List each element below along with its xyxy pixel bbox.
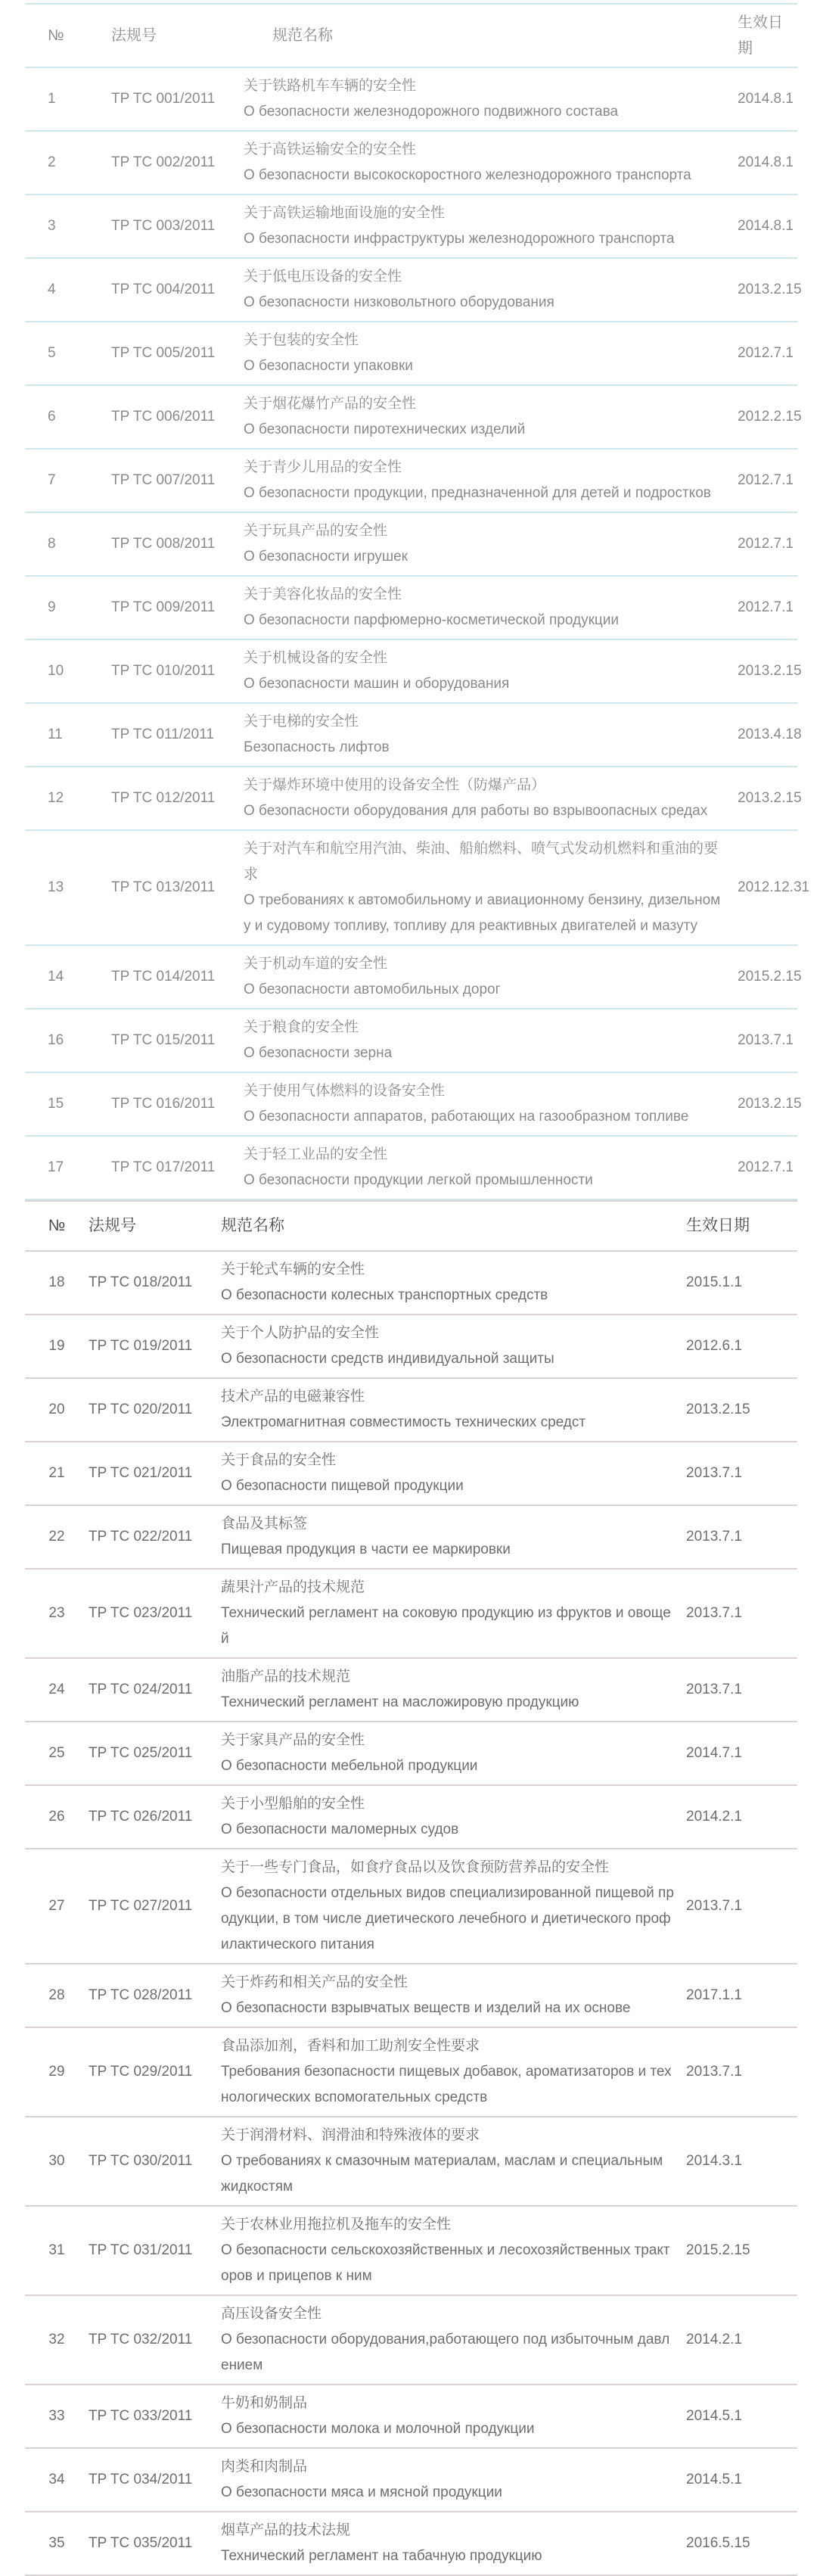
row-number: 5 bbox=[48, 345, 56, 361]
row-number: 28 bbox=[48, 1987, 65, 2003]
row-number: 8 bbox=[48, 536, 56, 552]
regulation-code: TP TC 001/2011 bbox=[111, 91, 216, 107]
table-row bbox=[25, 322, 797, 385]
regulation-code: TP TC 006/2011 bbox=[111, 409, 216, 425]
effective-date: 2014.5.1 bbox=[686, 2408, 742, 2424]
regulation-name bbox=[221, 1569, 686, 1658]
header-code: 法规号 bbox=[111, 27, 157, 44]
table-row bbox=[25, 1009, 797, 1072]
row-number: 19 bbox=[48, 1338, 65, 1354]
regulation-name bbox=[244, 449, 738, 512]
row-number: 17 bbox=[48, 1159, 64, 1175]
regulations-table-2 bbox=[25, 1200, 797, 2576]
effective-date: 2013.7.1 bbox=[738, 1032, 794, 1048]
effective-date: 2013.2.15 bbox=[738, 790, 802, 806]
regulation-code: TP TC 012/2011 bbox=[111, 790, 216, 806]
effective-date: 2014.5.1 bbox=[686, 2472, 742, 2487]
regulation-code: TP TC 013/2011 bbox=[111, 879, 216, 895]
table-row bbox=[25, 639, 797, 703]
regulation-code: TP TC 025/2011 bbox=[89, 1745, 193, 1761]
name-russian: О безопасности низковольтного оборудования bbox=[244, 294, 555, 310]
header-number: № bbox=[48, 27, 64, 44]
row-number: 10 bbox=[48, 663, 64, 679]
row-number: 15 bbox=[48, 1096, 64, 1112]
effective-date: 2012.7.1 bbox=[738, 345, 794, 361]
name-russian: О требованиях к смазочным материалам, маслам и специальным жидкостям bbox=[221, 2153, 663, 2195]
table-row bbox=[25, 945, 797, 1009]
row-number: 7 bbox=[48, 472, 56, 488]
table-row bbox=[25, 1136, 797, 1199]
row-number: 6 bbox=[48, 409, 56, 425]
table-row bbox=[25, 767, 797, 830]
name-russian: О безопасности аппаратов, работающих на газообразном топливе bbox=[244, 1109, 689, 1125]
regulation-name bbox=[244, 258, 738, 322]
effective-date: 2012.2.15 bbox=[738, 409, 802, 425]
name-chinese: 关于铁路机车车辆的安全性 bbox=[244, 78, 417, 94]
name-russian: Пищевая продукция в части ее маркировки bbox=[221, 1542, 511, 1557]
table-row bbox=[25, 703, 797, 767]
row-number: 26 bbox=[48, 1809, 65, 1825]
regulation-name bbox=[221, 1722, 686, 1785]
name-russian: О безопасности высокоскоростного железнодорожного транспорта bbox=[244, 167, 691, 183]
table-row bbox=[25, 512, 797, 576]
name-chinese: 关于个人防护品的安全性 bbox=[221, 1325, 380, 1341]
effective-date: 2012.12.31 bbox=[738, 879, 810, 895]
regulation-name bbox=[221, 2512, 686, 2575]
table-body bbox=[25, 1251, 797, 2575]
table-header-row bbox=[25, 1201, 797, 1251]
table-row bbox=[25, 1849, 797, 1964]
name-russian: О безопасности оборудования для работы во взрывоопасных средах bbox=[244, 803, 708, 819]
row-number: 1 bbox=[48, 91, 56, 107]
regulation-name bbox=[244, 1009, 738, 1072]
regulation-code: TP TC 007/2011 bbox=[111, 472, 216, 488]
name-chinese: 关于润滑材料、润滑油和特殊液体的要求 bbox=[221, 2127, 480, 2143]
table-row bbox=[25, 1314, 797, 1378]
table-row bbox=[25, 385, 797, 449]
row-number: 25 bbox=[48, 1745, 65, 1761]
row-number: 30 bbox=[48, 2153, 65, 2169]
effective-date: 2013.2.15 bbox=[738, 663, 802, 679]
regulation-name bbox=[244, 703, 738, 767]
name-russian: О безопасности маломерных судов bbox=[221, 1822, 459, 1837]
regulation-code: TP TC 023/2011 bbox=[89, 1605, 193, 1621]
name-russian: О безопасности сельскохозяйственных и лесохозяйственных тракторов и прицепов к ним bbox=[221, 2242, 670, 2284]
effective-date: 2013.7.1 bbox=[686, 1682, 742, 1697]
effective-date: 2012.7.1 bbox=[738, 599, 794, 615]
regulation-name bbox=[244, 576, 738, 639]
regulation-code: TP TC 017/2011 bbox=[111, 1159, 216, 1175]
row-number: 23 bbox=[48, 1605, 65, 1621]
table-row bbox=[25, 576, 797, 639]
table-row bbox=[25, 1505, 797, 1569]
name-russian: О безопасности парфюмерно-косметической продукции bbox=[244, 612, 619, 628]
table-row bbox=[25, 1251, 797, 1314]
regulation-code: TP TC 018/2011 bbox=[89, 1274, 193, 1290]
header-name: 规范名称 bbox=[272, 27, 333, 44]
name-chinese: 关于低电压设备的安全性 bbox=[244, 269, 402, 285]
regulation-name bbox=[244, 767, 738, 830]
table-row bbox=[25, 1964, 797, 2027]
name-chinese: 关于炸药和相关产品的安全性 bbox=[221, 1974, 408, 1990]
regulation-name bbox=[244, 385, 738, 449]
regulation-name bbox=[221, 1314, 686, 1378]
regulation-code: TP TC 002/2011 bbox=[111, 154, 216, 170]
row-number: 21 bbox=[48, 1465, 65, 1481]
effective-date: 2013.7.1 bbox=[686, 1898, 742, 1914]
row-number: 35 bbox=[48, 2535, 65, 2551]
regulation-name bbox=[244, 830, 738, 945]
row-number: 18 bbox=[48, 1274, 65, 1290]
name-chinese: 关于机动车道的安全性 bbox=[244, 956, 388, 972]
regulation-code: TP TC 019/2011 bbox=[89, 1338, 193, 1354]
regulation-name bbox=[244, 1072, 738, 1136]
effective-date: 2012.7.1 bbox=[738, 536, 794, 552]
table-row bbox=[25, 830, 797, 945]
effective-date: 2013.7.1 bbox=[686, 1529, 742, 1545]
name-russian: О безопасности колесных транспортных средств bbox=[221, 1287, 548, 1303]
regulation-name bbox=[221, 1785, 686, 1849]
regulation-name bbox=[221, 1378, 686, 1442]
table-row bbox=[25, 2206, 797, 2295]
effective-date: 2014.8.1 bbox=[738, 218, 794, 234]
table-row bbox=[25, 2027, 797, 2117]
effective-date: 2014.8.1 bbox=[738, 91, 794, 107]
name-chinese: 蔬果汁产品的技术规范 bbox=[221, 1579, 365, 1595]
name-russian: О безопасности мебельной продукции bbox=[221, 1758, 478, 1774]
name-chinese: 关于农林业用拖拉机及拖车的安全性 bbox=[221, 2217, 452, 2232]
regulation-name bbox=[244, 131, 738, 194]
name-chinese: 关于玩具产品的安全性 bbox=[244, 523, 388, 539]
name-chinese: 技术产品的电磁兼容性 bbox=[221, 1389, 365, 1405]
regulation-name bbox=[244, 945, 738, 1009]
header-number: № bbox=[48, 1217, 66, 1234]
name-chinese: 食品及其标签 bbox=[221, 1516, 308, 1532]
regulation-name bbox=[221, 1505, 686, 1569]
table-header-row bbox=[25, 4, 797, 67]
name-russian: О безопасности пищевой продукции bbox=[221, 1478, 464, 1494]
effective-date: 2012.7.1 bbox=[738, 472, 794, 488]
effective-date: 2014.3.1 bbox=[686, 2153, 742, 2169]
regulation-code: TP TC 014/2011 bbox=[111, 969, 216, 985]
name-russian: О безопасности автомобильных дорог bbox=[244, 982, 501, 997]
table-row bbox=[25, 258, 797, 322]
regulation-code: TP TC 008/2011 bbox=[111, 536, 216, 552]
name-russian: Требования безопасности пищевых добавок, ароматизаторов и технологических вспомогательных средств bbox=[221, 2064, 672, 2105]
name-russian: О требованиях к автомобильному и авиационному бензину, дизельному и судовому топливу, топливу для реактивных двигателей и мазуту bbox=[244, 892, 721, 934]
regulation-name bbox=[221, 2206, 686, 2295]
table-body bbox=[25, 67, 810, 1199]
effective-date: 2017.1.1 bbox=[686, 1987, 742, 2003]
effective-date: 2014.8.1 bbox=[738, 154, 794, 170]
name-russian: О безопасности зерна bbox=[244, 1045, 393, 1061]
row-number: 11 bbox=[48, 726, 63, 742]
table-row bbox=[25, 194, 797, 258]
regulation-code: TP TC 009/2011 bbox=[111, 599, 216, 615]
name-chinese: 关于高铁运输安全的安全性 bbox=[244, 142, 417, 157]
row-number: 34 bbox=[48, 2472, 65, 2487]
name-russian: Безопасность лифтов bbox=[244, 739, 390, 755]
regulation-code: TP TC 031/2011 bbox=[89, 2242, 193, 2258]
name-chinese: 关于青少儿用品的安全性 bbox=[244, 459, 402, 475]
table-row bbox=[25, 2385, 797, 2448]
row-number: 2 bbox=[48, 154, 56, 170]
name-russian: О безопасности средств индивидуальной защиты bbox=[221, 1351, 555, 1367]
regulation-code: TP TC 034/2011 bbox=[89, 2472, 193, 2487]
name-chinese: 关于小型船舶的安全性 bbox=[221, 1796, 365, 1812]
regulation-name bbox=[221, 1251, 686, 1314]
header-code: 法规号 bbox=[89, 1217, 136, 1234]
name-russian: О безопасности инфраструктуры железнодорожного транспорта bbox=[244, 231, 675, 247]
table-row bbox=[25, 2117, 797, 2206]
name-chinese: 关于轻工业品的安全性 bbox=[244, 1146, 388, 1162]
regulation-name bbox=[244, 639, 738, 703]
name-chinese: 关于使用气体燃料的设备安全性 bbox=[244, 1083, 446, 1099]
row-number: 4 bbox=[48, 282, 56, 297]
header-date: 生效日期 bbox=[738, 14, 783, 57]
row-number: 33 bbox=[48, 2408, 65, 2424]
table-row bbox=[25, 1658, 797, 1722]
regulation-code: TP TC 033/2011 bbox=[89, 2408, 193, 2424]
regulation-name bbox=[221, 2117, 686, 2206]
name-russian: О безопасности продукции легкой промышленности bbox=[244, 1172, 593, 1188]
table-row bbox=[25, 2295, 797, 2385]
name-russian: О безопасности пиротехнических изделий bbox=[244, 422, 526, 437]
effective-date: 2015.2.15 bbox=[686, 2242, 750, 2258]
table-row bbox=[25, 1785, 797, 1849]
regulation-code: TP TC 032/2011 bbox=[89, 2332, 193, 2347]
row-number: 16 bbox=[48, 1032, 64, 1048]
effective-date: 2013.7.1 bbox=[686, 2064, 742, 2080]
effective-date: 2013.2.15 bbox=[686, 1402, 750, 1417]
name-chinese: 关于爆炸环境中使用的设备安全性（防爆产品） bbox=[244, 777, 546, 793]
regulation-name bbox=[244, 512, 738, 576]
name-chinese: 关于包装的安全性 bbox=[244, 332, 359, 348]
regulation-name bbox=[221, 2027, 686, 2117]
regulation-name bbox=[221, 2448, 686, 2512]
row-number: 13 bbox=[48, 879, 64, 895]
regulation-code: TP TC 010/2011 bbox=[111, 663, 216, 679]
row-number: 14 bbox=[48, 969, 64, 985]
name-chinese: 高压设备安全性 bbox=[221, 2306, 322, 2322]
name-russian: Электромагнитная совместимость технических средст bbox=[221, 1414, 586, 1430]
table-row bbox=[25, 67, 797, 131]
name-chinese: 关于一些专门食品，如食疗食品以及饮食预防营养品的安全性 bbox=[221, 1859, 610, 1875]
name-russian: Технический регламент на табачную продукцию bbox=[221, 2548, 542, 2564]
regulation-code: TP TC 016/2011 bbox=[111, 1096, 216, 1112]
effective-date: 2013.7.1 bbox=[686, 1465, 742, 1481]
name-chinese: 关于烟花爆竹产品的安全性 bbox=[244, 396, 417, 412]
effective-date: 2014.2.1 bbox=[686, 1809, 742, 1825]
name-russian: Технический регламент на масложировую продукцию bbox=[221, 1694, 579, 1710]
effective-date: 2012.6.1 bbox=[686, 1338, 742, 1354]
name-russian: О безопасности оборудования,работающего под избыточным давлением bbox=[221, 2332, 670, 2373]
name-chinese: 油脂产品的技术规范 bbox=[221, 1669, 351, 1685]
regulation-code: TP TC 026/2011 bbox=[89, 1809, 193, 1825]
table-row bbox=[25, 1722, 797, 1785]
regulation-name bbox=[221, 2385, 686, 2448]
regulation-code: TP TC 020/2011 bbox=[89, 1402, 193, 1417]
regulation-name bbox=[244, 1136, 738, 1199]
name-russian: О безопасности продукции, предназначенной для детей и подростков bbox=[244, 485, 711, 501]
table-row bbox=[25, 449, 797, 512]
regulation-code: TP TC 029/2011 bbox=[89, 2064, 193, 2080]
table-row bbox=[25, 131, 797, 194]
name-chinese: 牛奶和奶制品 bbox=[221, 2395, 308, 2411]
regulation-name bbox=[244, 67, 738, 131]
name-chinese: 关于食品的安全性 bbox=[221, 1452, 337, 1468]
regulation-code: TP TC 022/2011 bbox=[89, 1529, 193, 1545]
regulation-code: TP TC 021/2011 bbox=[89, 1465, 193, 1481]
regulation-code: TP TC 027/2011 bbox=[89, 1898, 193, 1914]
effective-date: 2015.2.15 bbox=[738, 969, 802, 985]
table-row bbox=[25, 1442, 797, 1505]
name-russian: О безопасности молока и молочной продукции bbox=[221, 2421, 535, 2437]
regulation-code: TP TC 028/2011 bbox=[89, 1987, 193, 2003]
regulation-code: TP TC 024/2011 bbox=[89, 1682, 193, 1697]
name-chinese: 关于粮食的安全性 bbox=[244, 1019, 359, 1035]
row-number: 24 bbox=[48, 1682, 65, 1697]
regulation-code: TP TC 003/2011 bbox=[111, 218, 216, 234]
regulation-name bbox=[221, 1964, 686, 2027]
row-number: 3 bbox=[48, 218, 56, 234]
regulation-name bbox=[244, 194, 738, 258]
regulation-code: TP TC 035/2011 bbox=[89, 2535, 193, 2551]
name-chinese: 烟草产品的技术法规 bbox=[221, 2522, 351, 2538]
name-chinese: 关于家具产品的安全性 bbox=[221, 1732, 365, 1748]
row-number: 29 bbox=[48, 2064, 65, 2080]
row-number: 27 bbox=[48, 1898, 65, 1914]
name-chinese: 关于机械设备的安全性 bbox=[244, 650, 388, 666]
regulation-name bbox=[244, 322, 738, 385]
effective-date: 2013.7.1 bbox=[686, 1605, 742, 1621]
header-date: 生效日期 bbox=[686, 1217, 750, 1234]
name-russian: О безопасности взрывчатых веществ и изделий на их основе bbox=[221, 2000, 631, 2016]
regulation-name bbox=[221, 1849, 686, 1964]
name-russian: О безопасности железнодорожного подвижного состава bbox=[244, 104, 619, 120]
table-row bbox=[25, 2448, 797, 2512]
regulation-code: TP TC 015/2011 bbox=[111, 1032, 216, 1048]
name-russian: О безопасности игрушек bbox=[244, 549, 408, 565]
regulation-name bbox=[221, 2295, 686, 2385]
table-row bbox=[25, 1072, 797, 1136]
name-chinese: 关于美容化妆品的安全性 bbox=[244, 586, 402, 602]
name-chinese: 食品添加剂，香料和加工助剂安全性要求 bbox=[221, 2038, 480, 2054]
header-name: 规范名称 bbox=[221, 1217, 284, 1234]
name-russian: О безопасности мяса и мясной продукции bbox=[221, 2484, 502, 2500]
row-number: 22 bbox=[48, 1529, 65, 1545]
effective-date: 2013.2.15 bbox=[738, 282, 802, 297]
table-row bbox=[25, 1569, 797, 1658]
regulation-name bbox=[221, 1442, 686, 1505]
regulation-code: TP TC 005/2011 bbox=[111, 345, 216, 361]
row-number: 12 bbox=[48, 790, 64, 806]
effective-date: 2012.7.1 bbox=[738, 1159, 794, 1175]
row-number: 9 bbox=[48, 599, 56, 615]
name-chinese: 关于轮式车辆的安全性 bbox=[221, 1262, 365, 1277]
name-chinese: 关于电梯的安全性 bbox=[244, 714, 359, 730]
name-chinese: 关于对汽车和航空用汽油、柴油、船舶燃料、喷气式发动机燃料和重油的要求 bbox=[244, 841, 719, 882]
name-russian: Технический регламент на соковую продукцию из фруктов и овощей bbox=[221, 1605, 671, 1647]
table-row bbox=[25, 2512, 797, 2575]
name-russian: О безопасности машин и оборудования bbox=[244, 676, 510, 692]
regulation-name bbox=[221, 1658, 686, 1722]
regulation-code: TP TC 030/2011 bbox=[89, 2153, 193, 2169]
name-russian: О безопасности упаковки bbox=[244, 358, 413, 374]
regulation-code: TP TC 004/2011 bbox=[111, 282, 216, 297]
regulations-table-1 bbox=[25, 3, 810, 1200]
effective-date: 2014.2.1 bbox=[686, 2332, 742, 2347]
row-number: 31 bbox=[48, 2242, 65, 2258]
name-chinese: 关于高铁运输地面设施的安全性 bbox=[244, 205, 446, 221]
table-row bbox=[25, 1378, 797, 1442]
regulation-code: TP TC 011/2011 bbox=[111, 726, 214, 742]
name-chinese: 肉类和肉制品 bbox=[221, 2459, 308, 2475]
effective-date: 2013.4.18 bbox=[738, 726, 802, 742]
name-russian: О безопасности отдельных видов специализированной пищевой продукции, в том числе диетического лечебного и диетического профилактического питания bbox=[221, 1885, 674, 1952]
effective-date: 2014.7.1 bbox=[686, 1745, 742, 1761]
row-number: 20 bbox=[48, 1402, 65, 1417]
effective-date: 2013.2.15 bbox=[738, 1096, 802, 1112]
row-number: 32 bbox=[48, 2332, 65, 2347]
effective-date: 2016.5.15 bbox=[686, 2535, 750, 2551]
effective-date: 2015.1.1 bbox=[686, 1274, 742, 1290]
